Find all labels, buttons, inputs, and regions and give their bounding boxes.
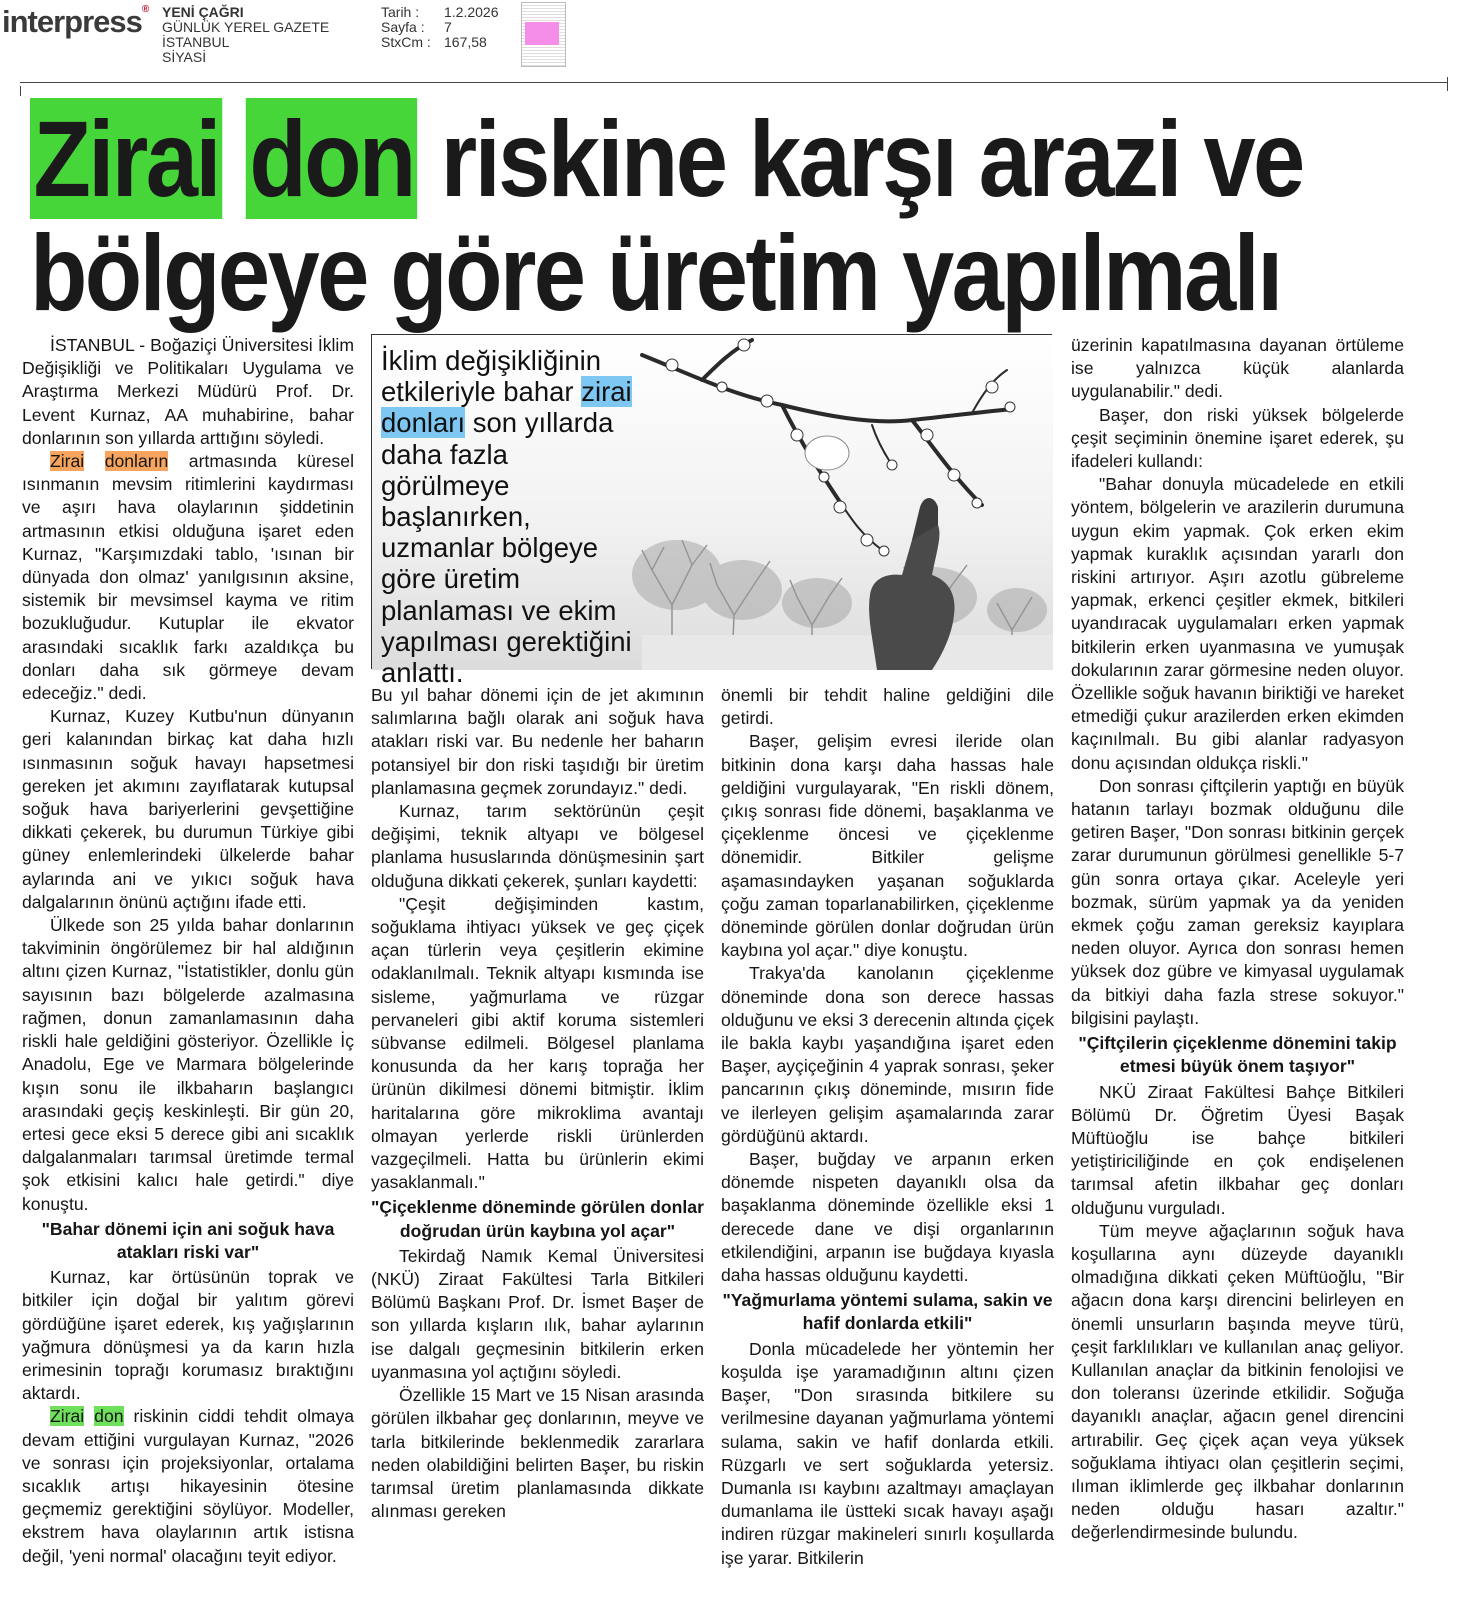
headline	[30, 98, 1303, 333]
paragraph: Tekirdağ Namık Kemal Üniversitesi (NKÜ) Ziraat Fakültesi Tarla Bitkileri Bölümü Başkanı Prof. Dr. İsmet Başer de son yıllarda kışların ılık, bahar aylarının ise dalgalı geçmesinin bitkilerin erken uyanmasına yol açtığını söyledi.	[371, 1245, 704, 1382]
paragraph: önemli bir tehdit haline geldiğini dile getirdi.	[721, 685, 1054, 729]
headline-highlight-1: Zirai	[30, 98, 222, 219]
column-2	[371, 684, 704, 1523]
header-rule-right	[1447, 77, 1448, 91]
paragraph: İSTANBUL - Boğaziçi Üniversitesi İklim Değişikliği ve Politikaları Uygulama ve Araştırma Merkezi Müdürü Prof. Dr. Levent Kurnaz, AA muhabirine, bahar donlarının son yıllarda arttığını söyledi.	[22, 335, 354, 448]
column-1	[22, 334, 354, 1568]
subheading: "Çiftçilerin çiçeklenme dönemini takip etmesi büyük önem taşıyor"	[1078, 1033, 1397, 1077]
interpress-logo: interpress®	[2, 4, 149, 39]
date-value: 1.2.2026	[444, 4, 499, 20]
paragraph: Ülkede son 25 yılda bahar donlarının takviminin öngörülemez bir hal aldığının altını çizen Kurnaz, "İstatistikler, donlu gün sayısının bazı bölgelerde azalmasına rağmen, donun zamanlamasının daha riskli hale geldiğini gösteriyor. Özellikle İç Anadolu, Ege ve Marmara bölgelerinde kışın sonu ile ilkbaharın başlangıcı arasındaki geçiş keskinleşti. Bir gün 20, ertesi gece eksi 5 derece gibi ani sıcaklık dalgalanmaları tarımsal üretimde termal şok etkisini kalıcı hale getirdi." diye konuştu.	[22, 915, 354, 1214]
highlight-zirai: Zirai	[50, 451, 85, 472]
paragraph: Başer, don riski yüksek bölgelerde çeşit seçiminin önemine işaret ederek, şu ifadeleri kullandı:	[1071, 404, 1404, 472]
paragraph: Don sonrası çiftçilerin yaptığı en büyük hatanın tarlayı bozmak olduğunu dile getiren Başer, "Don sonrası bitkinin gerçek zarar durumunun görülmesi genellikle 5-7 gün sonra ortaya çıkar. Aceleyle yeri bozmak, sürüm yapmak ya da yeniden ekmek çoğu zaman gereksiz kayıplara neden oluyor. Ayrıca don sonrası hemen yüksek doz gübre ve kimyasal uygulamak da bitkiyi daha fazla strese sokuyor." bilgisini paylaştı.	[1071, 775, 1404, 1028]
subheading: "Yağmurlama yöntemi sulama, sakin ve hafif donlarda etkili"	[722, 1290, 1053, 1334]
paragraph: Başer, buğday ve arpanın erken dönemde nispeten dayanıklı olsa da başaklanma döneminde özellikle eksi 1 derecede dane ve dişi organlarının etkilendiğini, arpanın ise buğdaya kıyasla daha hassas olduğunu kaydetti.	[721, 1149, 1054, 1286]
clipping-meta	[381, 5, 499, 50]
highlight-zirai: Zirai	[50, 1406, 85, 1427]
thumbnail-highlight	[525, 22, 559, 45]
paragraph: üzerinin kapatılmasına dayanan örtüleme ise yalnızca küçük alanlarda uygulanabilir." dedi.	[1071, 335, 1404, 402]
paragraph: Kurnaz, tarım sektörünün çeşit değişimi, teknik altyapı ve bölgesel planlama hususlarında dönüşmesinin şart olduğuna dikkati çekerek, şunları kaydetti:	[371, 801, 704, 891]
header-rule	[20, 82, 1448, 83]
publication-city: İSTANBUL	[162, 34, 230, 50]
paragraph: Kurnaz, Kuzey Kutbu'nun dünyanın geri kalanından birkaç kat daha hızlı ısınmasının soğuk havayı hapsetmesi gereken jet akımını zayıflatarak kutupsal soğuk hava bariyerlerini gevşettiğine dikkati çekerek, bu durumun Türkiye gibi güney enlemlerindeki ülkelerde bahar aylarında ani ve yıkıcı soğuk hava dalgalarının önünü açtığını ifade etti.	[22, 706, 354, 912]
subheading: "Çiçeklenme döneminde görülen donlar doğrudan ürün kaybına yol açar"	[371, 1197, 704, 1241]
column-4	[1071, 334, 1404, 1545]
paragraph: Donla mücadelede her yöntemin her koşulda işe yaramadığının altını çizen Başer, "Don sırasında bitkilere su verilmesine dayanan yağmurlama yöntemi sulama, sakin ve hafif donlarda etkili. Rüzgarlı ve sert soğuklarda yetersiz. Dumanla ısı kaybını azaltmayı amaçlayan dumanlama ile üstteki sıcak havayı aşağı indiren rüzgar makineleri sınırlı koşullarda işe yarar. Bitkilerin	[721, 1338, 1054, 1568]
paragraph: Bu yıl bahar dönemi için de jet akımının salımlarına bağlı olarak ani soğuk hava atakları riski var. Bu nedenle her baharın potansiyel bir don riski taşıdığı bir üretim planlamasına geçmek zorundayız." dedi.	[371, 685, 704, 798]
column-3	[721, 684, 1054, 1570]
page-value: 7	[444, 19, 452, 35]
publication-info	[162, 5, 329, 65]
pull-quote-text: İklim değişikliğinin etkileriyle bahar zirai donları son yıllarda daha fazla görülmeye başlanırken, uzmanlar bölgeye göre üretim planlaması ve ekim yapılması gerektiğini anlattı.	[381, 345, 632, 689]
page-thumbnail[interactable]	[521, 2, 566, 67]
highlight-donlarin: donların	[104, 451, 169, 472]
clipping-header	[0, 0, 1483, 95]
paragraph: NKÜ Ziraat Fakültesi Bahçe Bitkileri Bölümü Dr. Öğretim Üyesi Başak Müftüoğlu ise bahçe bitkileri yetiştiriciliğinde en çok endişelenen tarımsal afetin ilkbahar geç donları olduğunu vurguladı.	[1071, 1081, 1404, 1218]
headline-rest: riskine karşı arazi ve	[440, 98, 1303, 219]
paragraph: Zirai donların artmasında küresel ısınmanın mevsim ritimlerini kaydırması ve aşırı hava olaylarının şiddetinin artmasının etkisi olduğuna işaret eden Kurnaz, "Karşımızdaki tablo, 'ısınan bir dünyada don olmaz' yanılgısının aksine, sistemik bir mevsimsel kayma ve ritim bozukluğudur. Kutuplar ile ekvator arasındaki sıcaklık farkı azaldıkça bu donları daha sık görmeye devam edeceğiz." dedi.	[22, 451, 354, 704]
highlight-zirai-donlari: zirai donları	[381, 376, 632, 439]
stxcm-label: StxCm :	[381, 34, 431, 50]
stxcm-value: 167,58	[444, 34, 487, 50]
paragraph: Zirai don riskinin ciddi tehdit olmaya devam ettiğini vurgulayan Kurnaz, "2026 ve sonrası için projeksiyonlar, ortalama sıcaklık artışı hikayesinin ötesine geçmemiz gerektiğini söylüyor. Modeller, ekstrem hava olaylarının artık istisna değil, 'yeni normal' olacağını teyit ediyor.	[22, 1406, 355, 1566]
headline-highlight-2: don	[246, 98, 417, 219]
publication-name: YENİ ÇAĞRI	[162, 4, 244, 20]
paragraph: Özellikle 15 Mart ve 15 Nisan arasında görülen ilkbahar geç donlarının, meyve ve tarla bitkilerinde beklenmedik zararlara neden olabildiğini belirten Başer, bu riskin tarımsal üretim planlamasında dikkate alınması gereken	[371, 1385, 704, 1522]
date-label: Tarih :	[381, 4, 420, 20]
publication-frequency: GÜNLÜK YEREL GAZETE	[162, 19, 330, 35]
paragraph: Başer, gelişim evresi ileride olan bitkinin dona karşı daha hassas hale geldiğini vurgulayarak, "En riskli dönem, çıkış sonrası fide dönemi, başaklanma ve çiçeklenme öncesi ve çiçeklenme dönemidir. Bitkiler gelişme aşamasındayken yaşanan soğuklarda çoğu zaman toparlanabilirken, çiçeklenme döneminde görülen donlar doğrudan ürün kaybına yol açar." diye konuştu.	[721, 731, 1054, 961]
pull-quote-box	[371, 334, 1052, 689]
paragraph: Tüm meyve ağaçlarının soğuk hava koşullarına aynı düzeyde dayanıklı olmadığına dikkati çeken Müftüoğlu, "Bir ağacın dona karşı direncini belirleyen en önemli unsurların başında meyve türü, çeşit farklılıkları ve kullanılan anaç geliyor. Kullanılan anaçlar da bitkinin fenolojisi ve don toleransı üzerinde etkilidir. Soğuğa dayanıklı anaçlar, ağacın genel direncini artırabilir. Geç çiçek açan veya yüksek soğuklama ihtiyacı olan çeşitlerin seçimi, ılıman iklimlerde geç ilkbahar donlarının neden olduğu hasarı azaltır." değerlendirmesinde bulundu.	[1071, 1220, 1404, 1543]
paragraph: Kurnaz, kar örtüsünün toprak ve bitkiler için doğal bir yalıtım görevi gördüğüne işaret ederek, kış yağışlarının yağmura dönüşmesi ya da karın hızla erimesinin toprağı korumasız bıraktığını aktardı.	[22, 1267, 354, 1404]
paragraph: Trakya'da kanolanın çiçeklenme döneminde dona son derece hassas olduğunu ve eksi 3 derecenin altında çiçek ile bakla kaybı yaşandığına işaret eden Başer, ayçiçeğinin 4 yaprak sonrası, şeker pancarının çıkış döneminde, mısırın fide ve ilerleyen gelişim aşamalarında zarar gördüğünü aktardı.	[721, 963, 1054, 1146]
paragraph: "Çeşit değişiminden kastım, soğuklama ihtiyacı yüksek ve geç çiçek açan türlerin veya çeşitlerin ekimine odaklanılmalı. Teknik altyapı kısmında ise sisleme, yağmurlama ve rüzgar pervaneleri gibi aktif koruma sistemleri sübvanse edilmeli. Bölgesel planlama konusunda da her karış toprağa her ürünün dikilmesi dönemi bitmiştir. İklim haritalarına göre mikroklima avantajı olmayan yerlerde riskli ürünlerden vazgeçilmeli. Hatta bu ürünlerin ekimi yasaklanmalı."	[371, 893, 704, 1193]
highlight-don: don	[94, 1406, 124, 1427]
page-label: Sayfa :	[381, 19, 425, 35]
headline-line2: bölgeye göre üretim yapılmalı	[30, 212, 1281, 333]
subheading: "Bahar dönemi için ani soğuk hava atakları riski var"	[41, 1218, 335, 1262]
publication-category: SİYASİ	[162, 49, 207, 65]
header-rule-left	[20, 86, 21, 96]
paragraph: "Bahar donuyla mücadelede en etkili yöntem, bölgelerin ve arazilerin durumuna uygun ekim yapmak. Çok erken ekim yapmak kuraklık açısından yararlı don riskini artırıyor. Aşırı azotlu gübreleme yapmak, erkenci çeşitler ekmek, bitkileri uyandıracak uygulamaları erken yapmak bitkilerin erken uyanmasına ve yumuşak dokularının zarar görmesine neden oluyor. Özellikle soğuk havanın biriktiği ve hareket etmediği çukur arazilerden erken ekimden kaçınılmalı. Bu gibi alanlar radyasyon donu açısından oldukça riskli."	[1071, 474, 1404, 773]
